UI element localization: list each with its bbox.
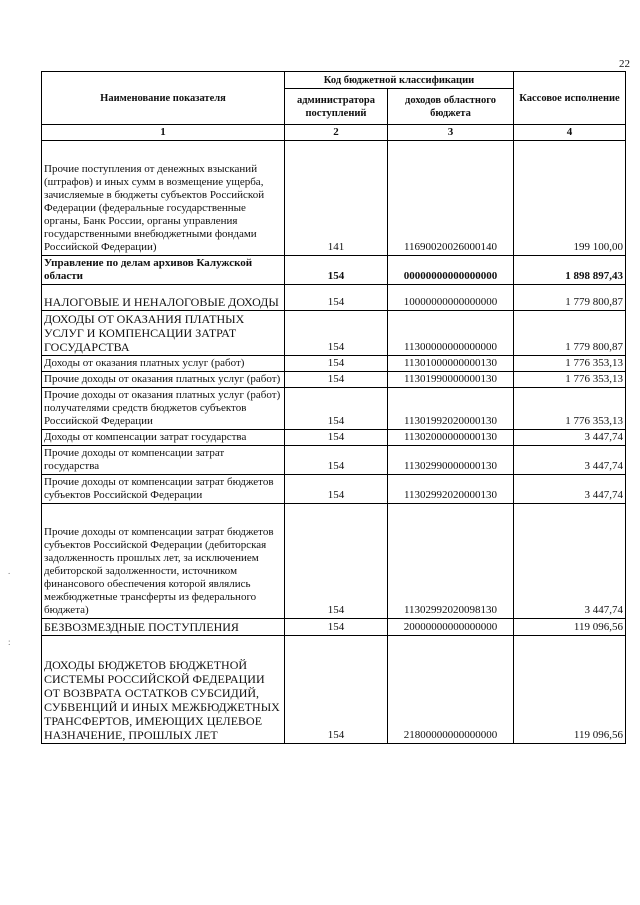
table-row	[42, 504, 626, 619]
table-row	[42, 372, 626, 388]
row-code: 11302992020000130	[388, 475, 514, 504]
column-number: 3	[388, 125, 514, 141]
header-classification: Код бюджетной классификации	[285, 72, 514, 89]
row-code: 11302992020098130	[388, 504, 514, 619]
header-name: Наименование показателя	[42, 72, 285, 125]
row-amount: 3 447,74	[514, 446, 626, 475]
table-row	[42, 475, 626, 504]
row-code: 21800000000000000	[388, 636, 514, 744]
row-name: Прочие доходы от оказания платных услуг (работ)	[42, 372, 285, 388]
row-amount: 3 447,74	[514, 504, 626, 619]
row-name: Прочие доходы от компенсации затрат бюджетов субъектов Российской Федерации	[42, 475, 285, 504]
row-admin: 154	[285, 256, 388, 285]
row-amount: 1 898 897,43	[514, 256, 626, 285]
row-admin: 154	[285, 475, 388, 504]
row-name: Управление по делам архивов Калужской области	[42, 256, 285, 285]
margin-mark: :	[8, 637, 11, 647]
header-admin: администратора поступлений	[285, 89, 388, 125]
table-row	[42, 430, 626, 446]
table-row	[42, 256, 626, 285]
row-amount: 3 447,74	[514, 475, 626, 504]
row-admin: 154	[285, 446, 388, 475]
row-admin: 154	[285, 430, 388, 446]
row-code: 10000000000000000	[388, 285, 514, 311]
row-admin: 154	[285, 388, 388, 430]
column-number: 1	[42, 125, 285, 141]
row-admin: 154	[285, 285, 388, 311]
row-amount: 3 447,74	[514, 430, 626, 446]
column-number: 4	[514, 125, 626, 141]
row-code: 11301990000000130	[388, 372, 514, 388]
row-admin: 154	[285, 636, 388, 744]
row-name: Прочие доходы от компенсации затрат бюджетов субъектов Российской Федерации (дебиторская задолженность прошлых лет, за исключением дебиторской задолженности, источником финансового обеспечения которой являлись межбюджетные трансферты из федерального бюджета)	[42, 504, 285, 619]
row-amount: 119 096,56	[514, 636, 626, 744]
margin-mark: .	[8, 566, 11, 576]
row-code: 11301992020000130	[388, 388, 514, 430]
row-name: БЕЗВОЗМЕЗДНЫЕ ПОСТУПЛЕНИЯ	[42, 619, 285, 636]
row-admin: 154	[285, 504, 388, 619]
page-number: 22	[619, 58, 630, 70]
row-amount: 1 776 353,13	[514, 388, 626, 430]
row-amount: 119 096,56	[514, 619, 626, 636]
row-admin: 154	[285, 372, 388, 388]
revenue-table	[41, 71, 626, 744]
row-code: 11301000000000130	[388, 356, 514, 372]
row-name: Доходы от компенсации затрат государства	[42, 430, 285, 446]
row-name: Прочие доходы от оказания платных услуг (работ) получателями средств бюджетов субъектов Российской Федерации	[42, 388, 285, 430]
row-code: 11302990000000130	[388, 446, 514, 475]
row-code: 11690020026000140	[388, 141, 514, 256]
row-code: 00000000000000000	[388, 256, 514, 285]
table-row	[42, 619, 626, 636]
row-code: 11300000000000000	[388, 311, 514, 356]
row-admin: 154	[285, 356, 388, 372]
table-row	[42, 356, 626, 372]
row-amount: 1 779 800,87	[514, 311, 626, 356]
row-amount: 199 100,00	[514, 141, 626, 256]
table-row	[42, 636, 626, 744]
table-row	[42, 285, 626, 311]
row-name: Доходы от оказания платных услуг (работ)	[42, 356, 285, 372]
header-revenue-code: доходов областного бюджета	[388, 89, 514, 125]
row-admin: 141	[285, 141, 388, 256]
row-name: Прочие поступления от денежных взысканий (штрафов) и иных сумм в возмещение ущерба, зачисляемые в бюджеты субъектов Российской Федерации (федеральные государственные органы, Банк России, органы управления государственными внебюджетными фондами Российской Федерации)	[42, 141, 285, 256]
row-amount: 1 776 353,13	[514, 356, 626, 372]
header-execution: Кассовое исполнение	[514, 72, 626, 125]
row-name: НАЛОГОВЫЕ И НЕНАЛОГОВЫЕ ДОХОДЫ	[42, 285, 285, 311]
row-name: Прочие доходы от компенсации затрат государства	[42, 446, 285, 475]
table-row	[42, 311, 626, 356]
table-row	[42, 388, 626, 430]
table-row	[42, 446, 626, 475]
row-admin: 154	[285, 619, 388, 636]
row-code: 11302000000000130	[388, 430, 514, 446]
row-amount: 1 779 800,87	[514, 285, 626, 311]
row-name: ДОХОДЫ БЮДЖЕТОВ БЮДЖЕТНОЙ СИСТЕМЫ РОССИЙСКОЙ ФЕДЕРАЦИИ ОТ ВОЗВРАТА ОСТАТКОВ СУБСИДИЙ, СУБВЕНЦИЙ И ИНЫХ МЕЖБЮДЖЕТНЫХ ТРАНСФЕРТОВ, ИМЕЮЩИХ ЦЕЛЕВОЕ НАЗНАЧЕНИЕ, ПРОШЛЫХ ЛЕТ	[42, 636, 285, 744]
row-admin: 154	[285, 311, 388, 356]
table-row	[42, 141, 626, 256]
row-code: 20000000000000000	[388, 619, 514, 636]
row-amount: 1 776 353,13	[514, 372, 626, 388]
row-name: ДОХОДЫ ОТ ОКАЗАНИЯ ПЛАТНЫХ УСЛУГ И КОМПЕНСАЦИИ ЗАТРАТ ГОСУДАРСТВА	[42, 311, 285, 356]
column-number: 2	[285, 125, 388, 141]
